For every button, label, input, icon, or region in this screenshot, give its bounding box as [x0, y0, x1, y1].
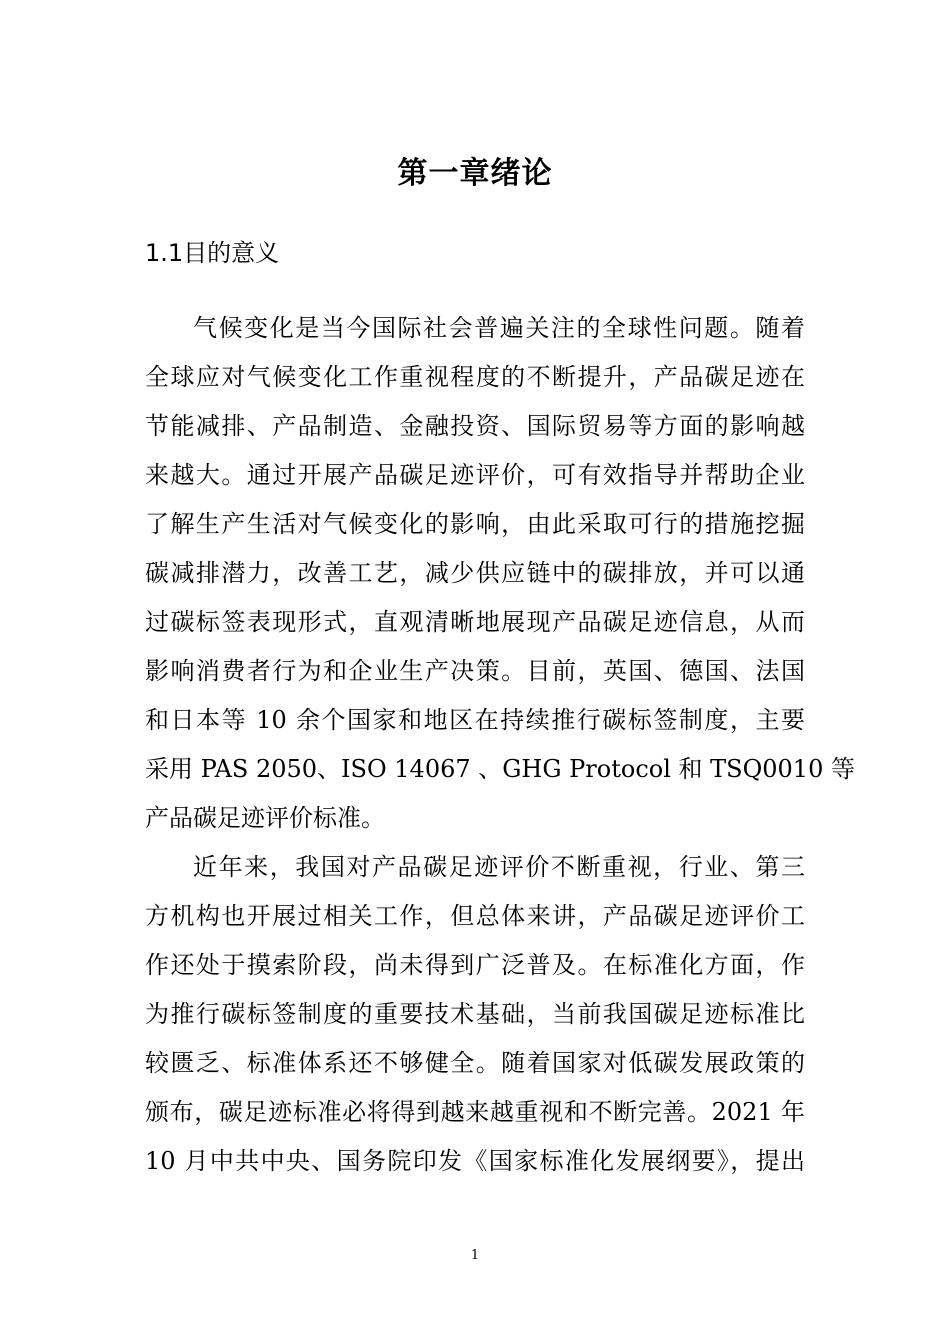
text-line: 为推行碳标签制度的重要技术基础，当前我国碳足迹标准比 [145, 1000, 805, 1028]
text-line: 和日本等 10 余个国家和地区在持续推行碳标签制度，主要 [145, 706, 805, 734]
text-line: 近年来，我国对产品碳足迹评价不断重视，行业、第三 [193, 853, 805, 881]
text-line: 节能减排、产品制造、金融投资、国际贸易等方面的影响越 [145, 412, 805, 440]
text-line: 方机构也开展过相关工作，但总体来讲，产品碳足迹评价工 [145, 902, 805, 930]
chapter-title: 第一章绪论 [397, 156, 553, 191]
page-number: 1 [470, 1248, 480, 1263]
paragraph-1 [145, 304, 855, 843]
text-line: 气候变化是当今国际社会普遍关注的全球性问题。随着 [193, 314, 805, 342]
text-line: 作还处于摸索阶段，尚未得到广泛普及。在标准化方面，作 [145, 951, 805, 979]
text-line: 影响消费者行为和企业生产决策。目前，英国、德国、法国 [145, 657, 805, 685]
text-line: 全球应对气候变化工作重视程度的不断提升，产品碳足迹在 [145, 363, 805, 391]
text-line: 10 月中共中央、国务院印发《国家标准化发展纲要》，提出 [145, 1147, 805, 1175]
text-line: 采用 PAS 2050、ISO 14067 、GHG Protocol 和 TSQ0010 等 [145, 755, 855, 783]
body-text [145, 304, 855, 1186]
text-line: 较匮乏、标准体系还不够健全。随着国家对低碳发展政策的 [145, 1049, 805, 1077]
text-line: 产品碳足迹评价标准。 [145, 804, 385, 832]
text-line: 过碳标签表现形式，直观清晰地展现产品碳足迹信息，从而 [145, 608, 805, 636]
text-line: 来越大。通过开展产品碳足迹评价，可有效指导并帮助企业 [145, 461, 805, 489]
paragraph-2 [145, 843, 805, 1186]
section-heading: 1.1目的意义 [145, 239, 280, 267]
text-line: 颁布，碳足迹标准必将得到越来越重视和不断完善。2021 年 [145, 1098, 805, 1126]
text-line: 碳减排潜力，改善工艺，减少供应链中的碳排放，并可以通 [145, 559, 805, 587]
text-line: 了解生产生活对气候变化的影响，由此采取可行的措施挖掘 [145, 510, 805, 538]
